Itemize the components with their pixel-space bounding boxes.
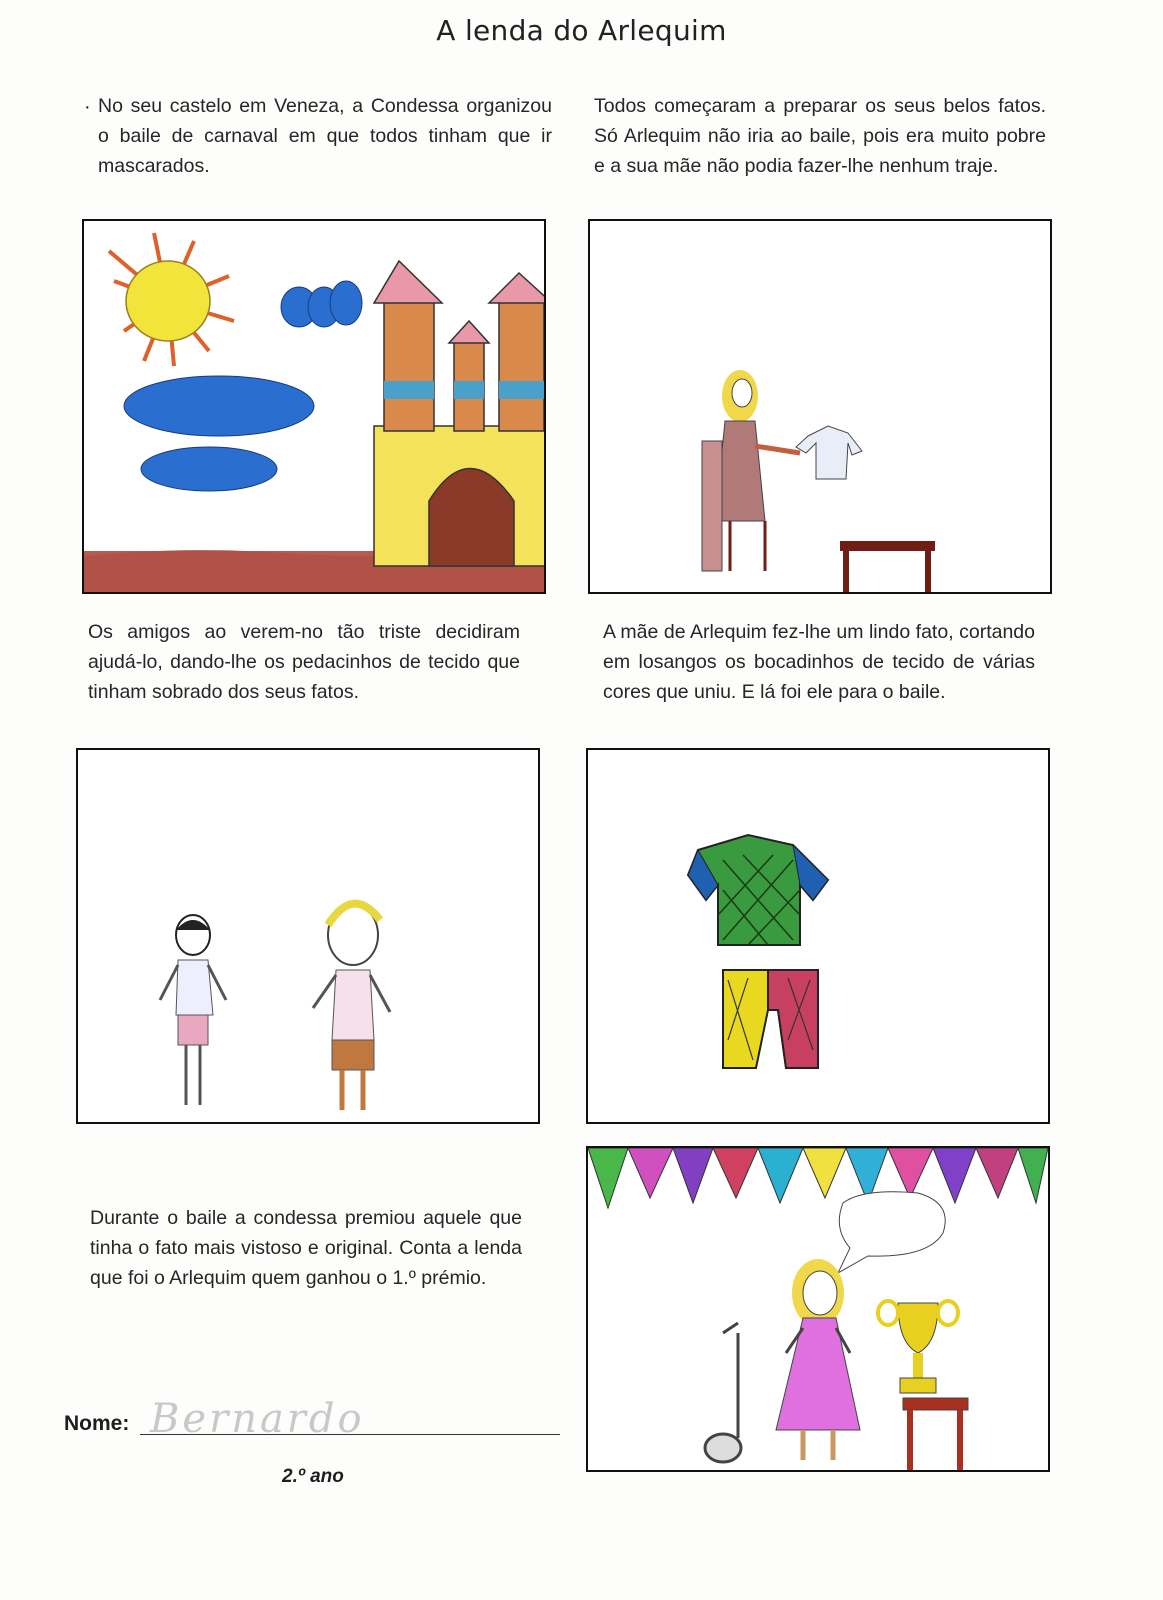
name-label: Nome: — [64, 1412, 130, 1435]
diamond-shirt-icon — [688, 835, 828, 945]
bunting-icon — [588, 1148, 1048, 1208]
costume-drawing-panel — [586, 748, 1050, 1124]
story-paragraph-3: Os amigos ao verem-no tão triste decidiram ajudá-lo, dando-lhe os pedacinhos de tecido que tinham sobrado dos seus fatos. — [88, 621, 520, 703]
shirt-icon — [796, 426, 862, 479]
story-paragraph-1: No seu castelo em Veneza, a Condessa organizou o baile de carnaval em que todos tinham que ir mascarados. — [98, 95, 552, 177]
story-paragraph-4: A mãe de Arlequim fez-lhe um lindo fato, cortando em losangos os bocadinhos de tecido de várias cores que uniu. E lá foi ele para o baile. — [603, 621, 1035, 703]
page-title: A lenda do Arlequim — [436, 14, 727, 47]
castle-icon — [374, 261, 544, 566]
name-line — [140, 1434, 560, 1435]
castle-drawing-panel — [82, 219, 546, 594]
trophy-icon — [878, 1301, 968, 1470]
ball-drawing-panel — [586, 1146, 1050, 1472]
mother-figure-icon — [702, 370, 800, 571]
name-value: Bernardo — [150, 1396, 365, 1442]
microphone-stand-icon — [705, 1323, 741, 1462]
mother-sewing-drawing-panel — [588, 219, 1052, 594]
friends-drawing-panel — [76, 748, 540, 1124]
friend-figure-icon — [160, 915, 226, 1105]
arlequim-figure-icon — [313, 904, 390, 1110]
ball-drawing — [588, 1148, 1048, 1470]
friends-drawing — [78, 750, 538, 1122]
table-icon — [840, 541, 935, 592]
castle-drawing — [84, 221, 544, 592]
story-paragraph-2: Todos começaram a preparar os seus belos fatos. Só Arlequim não iria ao baile, pois era muito pobre e a sua mãe não podia fazer-lhe nenhum traje. — [594, 95, 1046, 177]
sun-icon — [109, 233, 234, 366]
bullet-mark: · — [84, 96, 91, 118]
grade-label: 2.º ano — [282, 1466, 344, 1487]
story-paragraph-5: Durante o baile a condessa premiou aquele que tinha o fato mais vistoso e original. Conta a lenda que foi o Arlequim quem ganhou o 1.º prémio. — [90, 1207, 522, 1289]
condessa-figure-icon — [776, 1259, 860, 1460]
costume-drawing — [588, 750, 1048, 1122]
speech-bubble-icon — [838, 1192, 945, 1273]
diamond-pants-icon — [723, 970, 818, 1068]
mother-sewing-drawing — [590, 221, 1050, 592]
